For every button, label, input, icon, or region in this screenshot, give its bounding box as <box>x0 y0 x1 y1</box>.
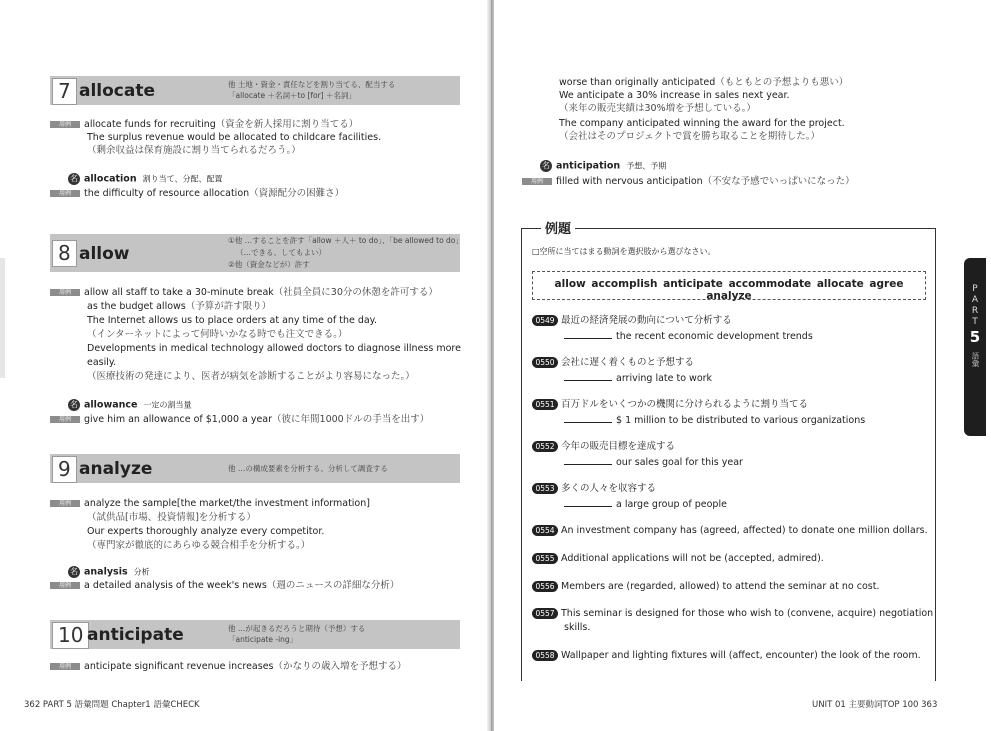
choice-box <box>532 271 926 300</box>
usage-line-ja: （インターネットによって何時いかなる時でも注文できる。） <box>87 329 348 340</box>
usage-line: 用例 anticipate significant revenue increases（かなりの歳入増を予想する） <box>50 661 407 673</box>
derivative: 名 anticipation 予想、予期 <box>542 160 667 172</box>
noun-icon: 名 <box>70 400 78 409</box>
question-continued: skills. <box>564 622 591 633</box>
right-page <box>494 0 991 731</box>
question: 0549 最近の経済発展の動向について分析する <box>532 315 732 327</box>
answer-blank[interactable] <box>564 329 612 339</box>
part-label: 語彙 <box>971 352 980 367</box>
answer-line: our sales goal for this year <box>564 455 743 469</box>
entry-number: 7 <box>52 78 77 105</box>
usage-line: as the budget allows（予算が許す限り） <box>87 301 272 312</box>
definition-note: ①他 …することを許す「allow ＋人＋ to do」、「be allowed to do」 <box>228 236 463 245</box>
usage-line-ja: （医療技術の発達により、医者が病気を診断することがより容易になった。） <box>87 371 415 382</box>
derivative: 名 allowance 一定の割当量 <box>70 399 192 411</box>
answer-blank[interactable] <box>564 455 612 465</box>
page-edge-tab <box>0 258 5 378</box>
exercise-instruction: □空所に当てはまる動詞を選択肢から選びなさい。 <box>532 247 716 256</box>
definition-note: 他 …の構成要素を分析する、分析して調査する <box>228 464 388 473</box>
entry-number: 8 <box>52 240 77 267</box>
definition-note: （…できる、してもよい） <box>236 248 326 257</box>
answer-line: the recent economic development trends <box>564 329 813 343</box>
answer-blank[interactable] <box>564 413 612 423</box>
exercise-title: 例題 <box>541 218 575 237</box>
usage-line: Developments in medical technology allowed doctors to diagnose illness more <box>87 343 461 354</box>
derivative-example: 用例 filled with nervous anticipation（不安な予感でいっぱいになった） <box>522 176 855 188</box>
page-footer: 362 PART 5 語彙問題 Chapter1 語彙CHECK <box>24 700 200 710</box>
left-page <box>0 0 489 731</box>
usage-line-ja: （専門家が徹底的にあらゆる競合相手を分析する。） <box>87 540 311 551</box>
definition-note: 他 土地・資金・責任などを割り当てる、配当する <box>228 80 396 89</box>
usage-line-ja: （試供品[市場、投資情報]を分析する） <box>87 512 256 523</box>
definition-note: 「anticipate -ing」 <box>228 635 298 644</box>
usage-line: 用例 analyze the sample[the market/the investment information] <box>50 498 370 510</box>
headword: allocate <box>79 81 156 101</box>
definition-note: 「allocate ＋名詞＋to [for] ＋名詞」 <box>228 91 356 100</box>
choice-list: allow accomplish anticipate accommodate allocate agree analyze <box>554 278 904 302</box>
usage-line: We anticipate a 30% increase in sales next year. <box>559 90 790 101</box>
answer-line: arriving late to work <box>564 371 712 385</box>
question: 0550 会社に遅く着くものと予想する <box>532 357 694 369</box>
page-footer: UNIT 01 主要動詞TOP 100 363 <box>812 700 938 710</box>
noun-icon: 名 <box>542 161 550 170</box>
question: 0554 An investment company has (agreed, affected) to donate one million dollars. <box>532 525 928 537</box>
headword: anticipate <box>87 625 184 645</box>
part-number: 5 <box>969 328 981 346</box>
usage-line: 用例 allow all staff to take a 30-minute break（社員全員に30分の休憩を許可する） <box>50 287 438 299</box>
derivative-example: 用例 give him an allowance of $1,000 a year（彼に年間1000ドルの手当を出す） <box>50 414 429 426</box>
answer-line: a large group of people <box>564 497 727 511</box>
headword: analyze <box>79 459 153 479</box>
entry-number: 9 <box>52 456 77 483</box>
question: 0556 Members are (regarded, allowed) to attend the seminar at no cost. <box>532 581 879 593</box>
definition-note: ②他（資金などが）許す <box>228 260 310 269</box>
answer-blank[interactable] <box>564 497 612 507</box>
usage-tag: 用例 <box>50 121 80 128</box>
part-tab: P A R T 5 語彙 <box>964 258 986 436</box>
usage-line: Our experts thoroughly analyze every competitor. <box>87 526 325 537</box>
entry-header-anticipate <box>50 620 460 649</box>
usage-line: 用例 allocate funds for recruiting（資金を新人採用に割り当てる） <box>50 119 358 131</box>
usage-line: worse than originally anticipated（もともとの予想よりも悪い） <box>559 77 849 88</box>
question: 0551 百万ドルをいくつかの機関に分けられるように割り当てる <box>532 399 808 411</box>
noun-icon: 名 <box>70 567 78 576</box>
entry-number: 10 <box>52 622 89 649</box>
usage-line: easily. <box>87 357 117 368</box>
entry-header-analyze <box>50 454 460 483</box>
question: 0552 今年の販売目標を達成する <box>532 441 675 453</box>
question: 0557 This seminar is designed for those who wish to (convene, acquire) negotiation <box>532 608 933 620</box>
derivative-example: 用例 a detailed analysis of the week's news（週のニュースの詳細な分析） <box>50 580 399 592</box>
entry-header-allow <box>50 234 463 272</box>
answer-line: $ 1 million to be distributed to various organizations <box>564 413 865 427</box>
derivative-example: 用例 the difficulty of resource allocation（資源配分の困難さ） <box>50 188 344 200</box>
answer-blank[interactable] <box>564 371 612 381</box>
headword: allow <box>79 244 130 264</box>
question: 0555 Additional applications will not be (accepted, admired). <box>532 553 824 565</box>
usage-line: The surplus revenue would be allocated to childcare facilities. <box>87 132 382 143</box>
usage-line-ja: （剰余収益は保育施設に割り当てられるだろう。） <box>87 145 301 156</box>
usage-line: The company anticipated winning the award for the project. <box>559 118 845 129</box>
usage-line: The Internet allows us to place orders at any time of the day. <box>87 315 377 326</box>
usage-line-ja: （会社はそのプロジェクトで賞を勝ち取ることを期待した。） <box>559 131 821 142</box>
derivative: 名 analysis 分析 <box>70 566 150 578</box>
derivative: 名 allocation 割り当て、分配、配置 <box>70 173 223 185</box>
entry-header-allocate <box>50 76 460 105</box>
question-number: 0549 <box>532 315 558 326</box>
usage-line-ja: （来年の販売実績は30%増を予想している。） <box>559 103 756 114</box>
question: 0553 多くの人々を収容する <box>532 483 656 495</box>
question: 0558 Wallpaper and lighting fixtures will (affect, encounter) the look of the room. <box>532 650 921 662</box>
definition-note: 他 …が起きるだろうと期待（予想）する <box>228 624 366 633</box>
noun-icon: 名 <box>70 174 78 183</box>
